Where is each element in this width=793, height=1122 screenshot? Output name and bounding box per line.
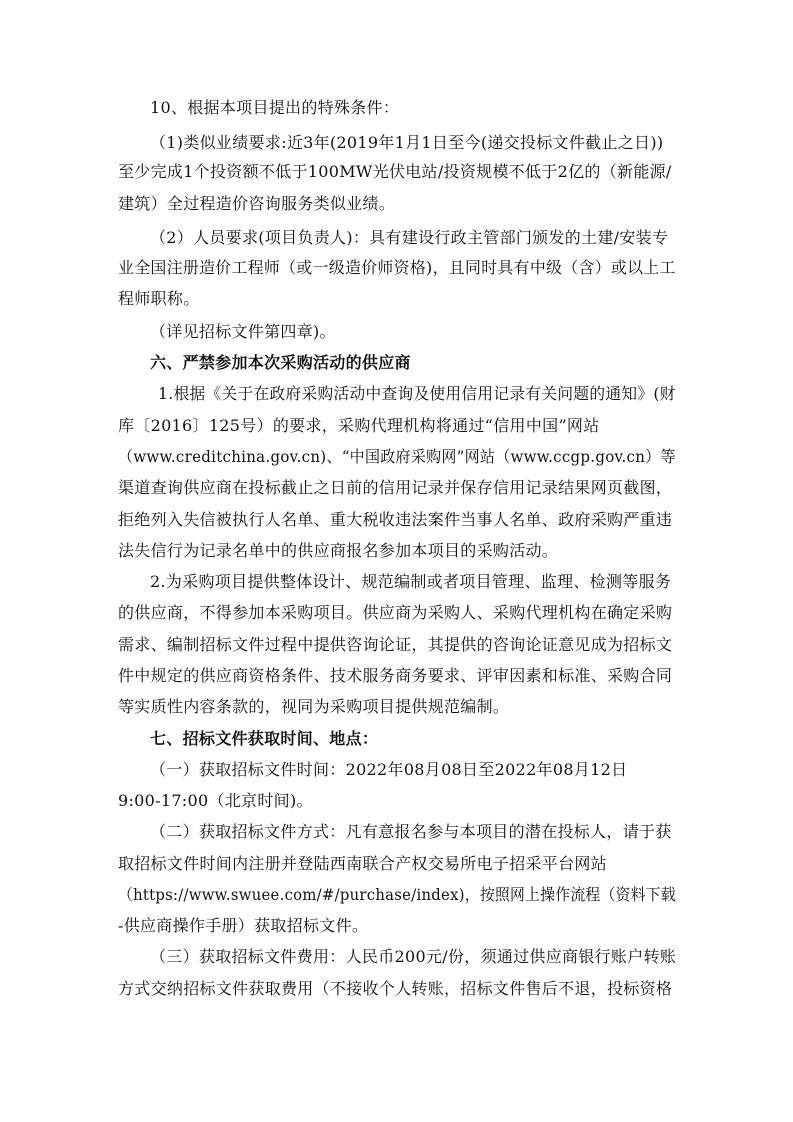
text-line: 程师职称。 [118, 289, 200, 308]
text-line: 取招标文件时间内注册并登陆西南联合产权交易所电子招采平台网站 [118, 854, 608, 873]
text-line: 建筑）全过程造价咨询服务类似业绩。 [118, 194, 396, 213]
text-line: 9:00-17:00（北京时间)。 [118, 791, 313, 810]
text-line: 业全国注册造价工程师（或一级造价师资格)，且同时具有中级（含）或以上工 [118, 258, 676, 277]
text-line: 拒绝列入失信被执行人名单、重大税收违法案件当事人名单、政府采购严重违 [118, 510, 673, 529]
text-line: 件中规定的供应商资格条件、技术服务商务要求、评审因素和标准、采购合同 [118, 666, 673, 685]
text-line: （https://www.swuee.com/#/purchase/index)，按照网上操作流程（资料下载 [118, 885, 676, 904]
text-line: 渠道查询供应商在投标截止之日前的信用记录并保存信用记录结果网页截图， [118, 478, 673, 497]
section-heading-6: 六、严禁参加本次采购活动的供应商 [150, 353, 411, 372]
text-line: 等实质性内容条款的，视同为采购项目提供规范编制。 [118, 697, 510, 716]
section-heading-7: 七、招标文件获取时间、地点： [150, 729, 379, 748]
text-line: （1)类似业绩要求:近3年(2019年1月1日至今(递交投标文件截止之日)) [150, 133, 664, 152]
text-line: 的供应商，不得参加本采购项目。供应商为采购人、采购代理机构在确定采购 [118, 603, 673, 622]
text-line: （2）人员要求(项目负责人)：具有建设行政主管部门颁发的土建/安装专 [150, 228, 669, 247]
text-line: 需求、编制招标文件过程中提供咨询论证，其提供的咨询论证意见成为招标文 [118, 635, 673, 654]
text-line: 至少完成1个投资额不低于100MW光伏电站/投资规模不低于2亿的（新能源/ [118, 162, 672, 181]
text-line: 法失信行为记录名单中的供应商报名参加本项目的采购活动。 [118, 541, 559, 560]
text-line: 10、根据本项目提出的特殊条件： [150, 98, 400, 117]
text-line: （三）获取招标文件费用：人民币200元/份，须通过供应商银行账户转账 [150, 947, 677, 966]
text-line: 1.根据《关于在政府采购活动中查询及使用信用记录有关问题的通知》(财 [158, 384, 676, 403]
text-line: （www.creditchina.gov.cn)、“中国政府采购网”网站（www.ccgp.gov.cn）等 [118, 447, 676, 466]
text-line: 方式交纳招标文件获取费用（不接收个人转账，招标文件售后不退，投标资格 [118, 979, 673, 998]
text-line: （一）获取招标文件时间：2022年08月08日至2022年08月12日 [150, 760, 628, 779]
text-line: 2.为采购项目提供整体设计、规范编制或者项目管理、监理、检测等服务 [150, 572, 672, 591]
text-line: -供应商操作手册）获取招标文件。 [118, 916, 369, 935]
text-line: （二）获取招标文件方式：凡有意报名参与本项目的潜在投标人，请于获 [150, 822, 672, 841]
text-line: 库〔2016〕125号）的要求，采购代理机构将通过“信用中国”网站 [118, 416, 600, 435]
text-line: （详见招标文件第四章)。 [150, 322, 336, 341]
